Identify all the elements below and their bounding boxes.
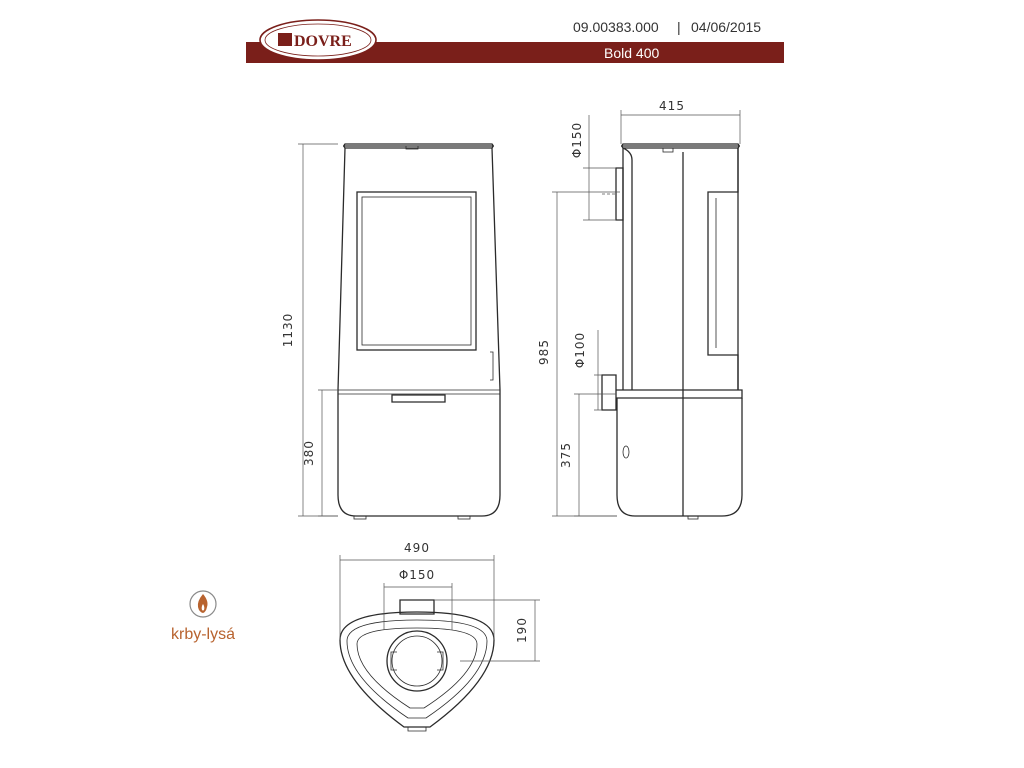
dim-top-flue: Φ150 xyxy=(398,568,436,582)
dovre-logo xyxy=(260,20,376,60)
dim-side-width: 415 xyxy=(659,99,685,113)
header-separator: | xyxy=(677,19,681,35)
dim-front-base: 380 xyxy=(302,440,316,466)
flame-icon xyxy=(190,591,216,617)
dim-side-outlet: 985 xyxy=(537,339,551,365)
watermark-text: krby-lysá xyxy=(170,626,236,643)
watermark xyxy=(171,591,235,643)
model-name: Bold 400 xyxy=(604,45,660,61)
front-view xyxy=(281,144,500,519)
side-view xyxy=(537,99,742,519)
dim-top-depth: 190 xyxy=(515,617,529,643)
dim-top-width: 490 xyxy=(404,541,430,555)
dim-side-flue-top: Φ150 xyxy=(570,121,584,159)
top-view xyxy=(340,541,540,731)
dim-side-flue-rear: Φ100 xyxy=(573,331,587,369)
header xyxy=(246,19,784,63)
dim-side-base: 375 xyxy=(559,442,573,468)
doc-number: 09.00383.000 xyxy=(573,19,659,35)
dim-front-height: 1130 xyxy=(281,312,295,348)
logo-text: DOVRE xyxy=(294,33,352,50)
doc-date: 04/06/2015 xyxy=(691,19,762,35)
